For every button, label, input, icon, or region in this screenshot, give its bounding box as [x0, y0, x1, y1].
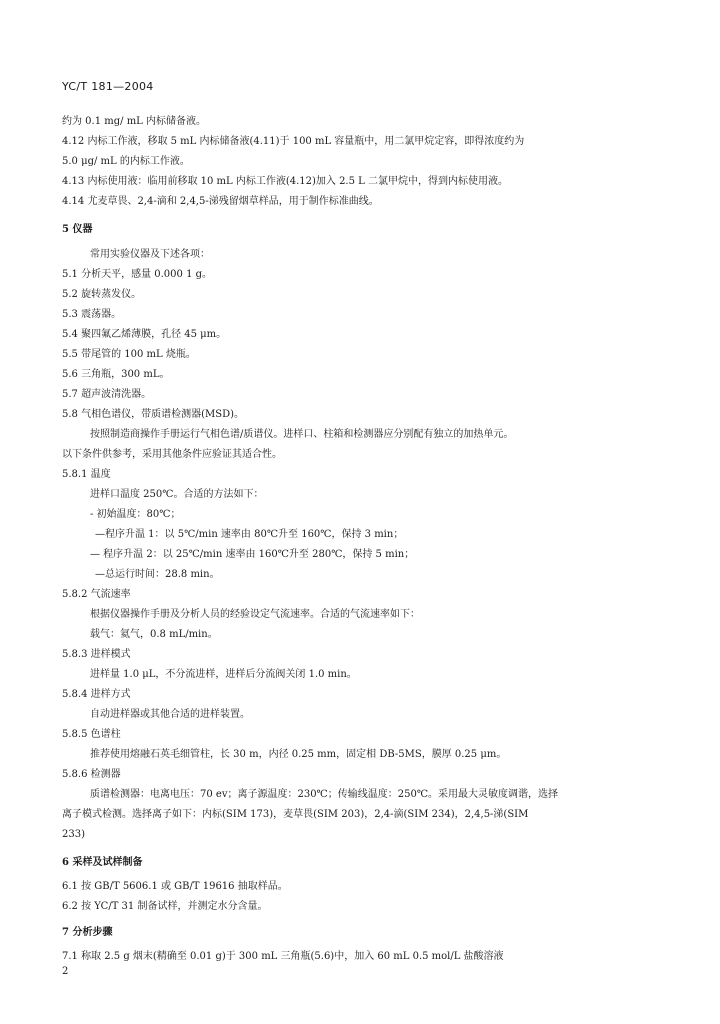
text-line: 进样口温度 250℃。合适的方法如下： [90, 489, 264, 500]
text-line: 5.3 震荡器。 [62, 309, 122, 320]
section-heading: 6 采样及试样制备 [62, 857, 143, 868]
text-line: 以下条件供参考，采用其他条件应验证其适合性。 [62, 449, 282, 460]
section-heading: 5 仪器 [62, 224, 93, 235]
text-line: 约为 0.1 mg/ mL 内标储备液。 [62, 116, 206, 127]
text-line: 4.12 内标工作液，移取 5 mL 内标储备液(4.11)于 100 mL 容量瓶中，用二氯甲烷定容，即得浓度约为 [62, 136, 525, 147]
section-heading: 7 分析步骤 [62, 927, 113, 938]
text-line: 4.14 尤麦草畏、2,4-滴和 2,4,5-涕残留烟草样品，用于制作标准曲线。 [62, 196, 379, 207]
text-line: 5.5 带尾管的 100 mL 烧瓶。 [62, 349, 196, 360]
text-line: 4.13 内标使用液：临用前移取 10 mL 内标工作液(4.12)加入 2.5 L 二氯甲烷中，得到内标使用液。 [62, 176, 508, 187]
text-line: 5.7 超声波清洗器。 [62, 389, 152, 400]
list-item: —程序升温 1：以 5℃/min 速率由 80℃升至 160℃，保持 3 min； [95, 529, 404, 540]
subsection-heading: 5.8.5 色谱柱 [62, 729, 121, 740]
text-line: 5.4 聚四氟乙烯薄膜，孔径 45 μm。 [62, 329, 227, 340]
text-line: 进样量 1.0 μL，不分流进样，进样后分流阀关闭 1.0 min。 [90, 669, 357, 680]
list-item: —总运行时间：28.8 min。 [95, 569, 220, 580]
text-line: 载气：氦气，0.8 mL/min。 [90, 629, 218, 640]
subsection-heading: 5.8.1 温度 [62, 469, 111, 480]
text-line: 7.1 称取 2.5 g 烟末(精确至 0.01 g)于 300 mL 三角瓶(5.6)中，加入 60 mL 0.5 mol/L 盐酸溶液 [62, 951, 504, 962]
text-line: 5.8 气相色谱仪，带质谱检测器(MSD)。 [62, 409, 244, 420]
text-line: 根据仪器操作手册及分析人员的经验设定气流速率。合适的气流速率如下： [90, 609, 420, 620]
text-line: 常用实验仪器及下述各项： [90, 249, 210, 260]
text-line: 5.0 μg/ mL 的内标工作液。 [62, 156, 190, 167]
text-line: 推荐使用熔融石英毛细管柱，长 30 m，内径 0.25 mm，固定相 DB-5MS，膜厚 0.25 μm。 [90, 749, 507, 760]
subsection-heading: 5.8.6 检测器 [62, 769, 121, 780]
text-line: 按照制造商操作手册运行气相色谱/质谱仪。进样口、柱箱和检测器应分别配有独立的加热单元。 [90, 429, 514, 440]
text-line: 5.2 旋转蒸发仪。 [62, 289, 142, 300]
subsection-heading: 5.8.2 气流速率 [62, 589, 131, 600]
text-line: 5.6 三角瓶，300 mL。 [62, 369, 170, 380]
subsection-heading: 5.8.3 进样模式 [62, 649, 131, 660]
text-line: 离子模式检测。选择离子如下：内标(SIM 173)，麦草畏(SIM 203)，2,4-滴(SIM 234)，2,4,5-涕(SIM [62, 809, 529, 820]
standard-header: YC/T 181—2004 [62, 80, 154, 93]
list-item: - 初始温度：80℃； [90, 509, 181, 520]
text-line: 自动进样器或其他合适的进样装置。 [90, 709, 250, 720]
text-line: 5.1 分析天平，感量 0.000 1 g。 [62, 269, 213, 280]
text-line: 6.2 按 YC/T 31 制备试样，并测定水分含量。 [62, 901, 268, 912]
text-line: 233) [62, 829, 85, 840]
page-number: 2 [62, 966, 69, 977]
text-line: 质谱检测器：电离电压：70 ev；离子源温度：230℃；传输线温度：250℃。采用最大灵敏度调谐，选择 [90, 789, 559, 800]
text-line: 6.1 按 GB/T 5606.1 或 GB/T 19616 抽取样品。 [62, 881, 288, 892]
subsection-heading: 5.8.4 进样方式 [62, 689, 131, 700]
list-item: — 程序升温 2：以 25℃/min 速率由 160℃升至 280℃，保持 5 min； [90, 549, 415, 560]
